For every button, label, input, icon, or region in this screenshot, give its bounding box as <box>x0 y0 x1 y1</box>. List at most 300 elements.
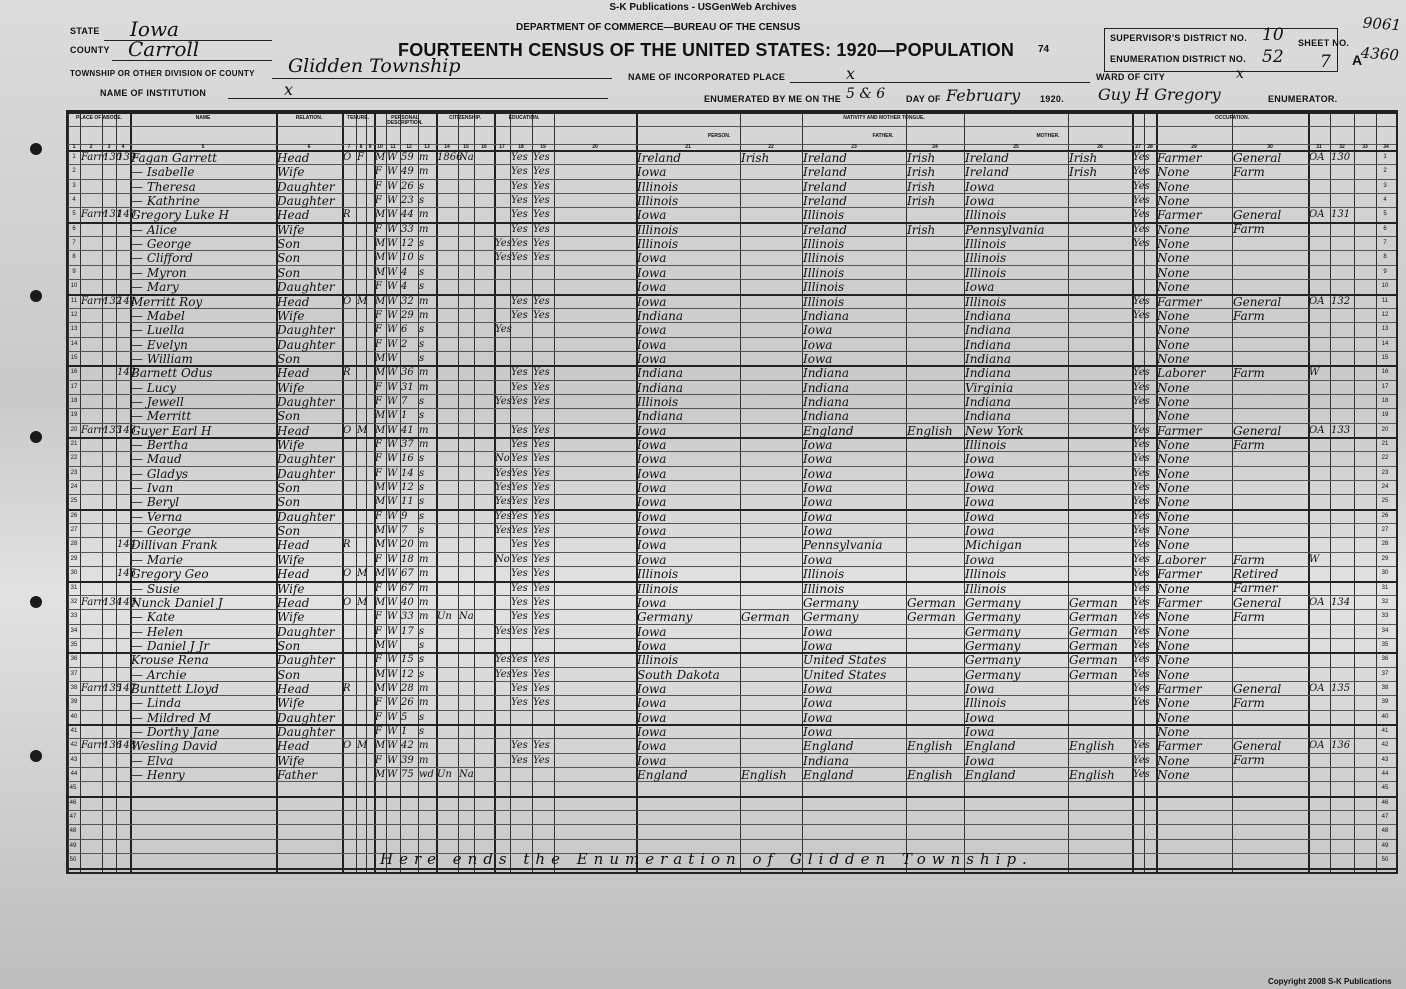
cell-age: 14 <box>401 467 414 479</box>
cell-n: 22 <box>70 455 78 462</box>
cell-own: R <box>343 367 351 379</box>
cell-eng: Yes <box>1133 611 1150 623</box>
cell-eng: Yes <box>1133 309 1150 321</box>
cell-occ: None <box>1157 165 1190 180</box>
column-rule <box>102 112 103 872</box>
cell-fam: 148 <box>117 740 137 752</box>
cell-pob: Illinois <box>637 653 679 668</box>
cell-eng: Yes <box>1133 625 1150 637</box>
cell-rel: Daughter <box>277 466 335 481</box>
column-rule <box>116 112 117 872</box>
cell-wr: Yes <box>533 740 550 752</box>
cell-rd: Yes <box>511 525 528 537</box>
cell-mpob: Michigan <box>965 538 1022 553</box>
cell-dw: 136 <box>103 740 123 752</box>
cell-age: 18 <box>401 553 414 565</box>
row-number-right: 23 <box>1381 469 1389 476</box>
cell-sex: M <box>375 252 386 264</box>
column-number: 33 <box>1362 144 1368 150</box>
cell-fpob: Germany <box>803 595 859 610</box>
cell-fam: 139 <box>117 152 137 163</box>
cell-sex: F <box>375 180 382 192</box>
cell-ms: m <box>419 611 429 623</box>
cell-wr: Yes <box>533 166 550 178</box>
cell-race: W <box>387 639 398 651</box>
cell-n: 37 <box>70 670 78 677</box>
row-number-right: 10 <box>1381 283 1389 290</box>
cell-wr: Yes <box>533 467 550 479</box>
cell-age: 33 <box>401 223 414 235</box>
cell-rd: Yes <box>511 553 528 565</box>
cell-rd: Yes <box>511 424 528 436</box>
cell-sex: F <box>375 324 382 336</box>
cell-c: 134 <box>1331 596 1351 608</box>
cell-occ: Farmer <box>1157 681 1202 696</box>
cell-wr: Yes <box>533 395 550 407</box>
cell-name: — Marie <box>131 552 183 567</box>
cell-n: 25 <box>70 498 78 505</box>
ward-value: x <box>1236 66 1244 82</box>
column-number: 29 <box>1191 144 1197 150</box>
empty-row-number: 50 <box>69 857 77 864</box>
cell-ms: m <box>419 754 429 766</box>
cell-occ: None <box>1157 509 1190 524</box>
cell-rd: Yes <box>511 754 528 766</box>
cell-wr: Yes <box>533 209 550 221</box>
cell-ms: wd <box>419 769 434 781</box>
cell-rd: Yes <box>511 223 528 235</box>
cell-rel: Wife <box>277 552 305 567</box>
cell-wr: Yes <box>533 525 550 537</box>
cell-name: Merritt Roy <box>131 294 203 309</box>
day-of-label: DAY OF <box>906 94 941 104</box>
binder-hole <box>30 290 42 302</box>
cell-imm: 1866 <box>437 152 463 163</box>
cell-pob: Iowa <box>637 466 667 481</box>
cell-wr: Yes <box>533 510 550 522</box>
cell-occ: None <box>1157 481 1190 496</box>
cell-name: — Kate <box>131 610 175 625</box>
cell-pob: Iowa <box>637 423 667 438</box>
cell-mpob: Iowa <box>965 753 995 768</box>
cell-ms: s <box>419 266 425 278</box>
cell-ms: s <box>419 482 425 494</box>
cell-fpob: Iowa <box>803 552 833 567</box>
row-number-right: 38 <box>1381 684 1389 691</box>
column-number: 2 <box>89 144 93 150</box>
cell-fpob: Germany <box>803 610 859 625</box>
cell-mpob: Iowa <box>965 179 995 194</box>
cell-occ: Farmer <box>1157 208 1202 223</box>
cell-fam: 147 <box>117 682 137 694</box>
column-rule <box>436 112 438 872</box>
cell-mpob: Ireland <box>965 151 1009 165</box>
cell-occ: None <box>1157 495 1190 510</box>
cell-wr: Yes <box>533 668 550 680</box>
cell-ind: General Farm <box>1233 208 1282 237</box>
cell-mpob: Indiana <box>965 394 1012 409</box>
cell-wr: Yes <box>533 238 550 250</box>
cell-rel: Son <box>277 495 301 510</box>
row-number-right: 16 <box>1381 369 1389 376</box>
cell-mpob: England <box>965 739 1016 754</box>
cell-farm: Farm <box>81 424 108 436</box>
cell-farm: Farm <box>81 596 108 608</box>
cell-race: W <box>387 252 398 264</box>
cell-pob: Iowa <box>637 165 667 180</box>
cell-occ: None <box>1157 265 1190 280</box>
cell-ms: m <box>419 223 429 235</box>
cell-age: 2 <box>401 338 408 350</box>
cell-mmt: Irish <box>1069 151 1098 165</box>
cell-pob: England <box>637 768 688 783</box>
cell-ms: s <box>419 352 425 364</box>
cell-fpob: Iowa <box>803 466 833 481</box>
cell-occ: None <box>1157 452 1190 467</box>
column-number: 22 <box>768 144 774 150</box>
cell-n: 7 <box>72 240 76 247</box>
cell-fmt: Irish <box>907 165 936 180</box>
row-number-right: 19 <box>1381 412 1389 419</box>
cell-name: — Bertha <box>131 438 189 452</box>
cell-rel: Daughter <box>277 509 335 524</box>
cell-ms: m <box>419 553 429 565</box>
row-number-right: 44 <box>1381 771 1389 778</box>
cell-race: W <box>387 769 398 781</box>
cell-n: 36 <box>70 656 78 663</box>
cell-name: — Lucy <box>131 380 177 395</box>
column-number: 18 <box>518 144 524 150</box>
cell-ms: s <box>419 281 425 293</box>
row-number-right: 17 <box>1381 383 1389 390</box>
cell-occ: Farmer <box>1157 151 1202 165</box>
nativity-subheader: PERSON. <box>707 133 731 139</box>
cell-sex: M <box>375 568 386 580</box>
cell-ms: s <box>419 395 425 407</box>
cell-mpob: Germany <box>965 624 1021 639</box>
cell-own: O <box>343 596 352 608</box>
cell-fpob: Ireland <box>803 165 847 180</box>
cell-cls: OA <box>1309 682 1325 694</box>
cell-ms: m <box>419 152 429 163</box>
column-rule <box>740 112 741 872</box>
cell-name: Fagan Garrett <box>131 151 218 165</box>
cell-rd: Yes <box>511 496 528 508</box>
cell-ms: m <box>419 309 429 321</box>
cell-name: — Luella <box>131 323 185 338</box>
nativity-subheader: FATHER. <box>872 133 894 139</box>
cell-race: W <box>387 266 398 278</box>
cell-eng: Yes <box>1133 639 1150 651</box>
cell-race: W <box>387 209 398 221</box>
month-value: February <box>946 86 1021 105</box>
cell-n: 44 <box>70 771 78 778</box>
cell-name: Guyer Earl H <box>131 423 212 438</box>
cell-fpob: Iowa <box>803 681 833 696</box>
cell-name: — William <box>131 351 193 366</box>
cell-race: W <box>387 510 398 522</box>
cell-fpob: Indiana <box>803 380 850 395</box>
cell-fpob: Iowa <box>803 481 833 496</box>
cell-race: W <box>387 582 398 594</box>
cell-fam: 146 <box>117 596 137 608</box>
cell-name: — Daniel J Jr <box>131 638 210 653</box>
column-number: 27 <box>1135 144 1141 150</box>
cell-fpob: Indiana <box>803 308 850 323</box>
census-title: FOURTEENTH CENSUS OF THE UNITED STATES: 1920—POPULATION <box>398 40 1015 60</box>
cell-sch: No <box>495 453 510 465</box>
cell-eng: Yes <box>1133 668 1150 680</box>
cell-n: 10 <box>70 283 78 290</box>
cell-mpob: Germany <box>965 653 1021 668</box>
cell-fpob: England <box>803 423 854 438</box>
cell-rel: Son <box>277 237 301 252</box>
cell-n: 26 <box>70 512 78 519</box>
cell-fpob: England <box>803 739 854 754</box>
cell-eng: Yes <box>1133 467 1150 479</box>
cell-own: O <box>343 568 352 580</box>
cell-fmt: German <box>907 610 956 625</box>
cell-sch: Yes <box>495 482 512 494</box>
cell-fmt: Irish <box>907 151 936 165</box>
cell-race: W <box>387 281 398 293</box>
cell-rd: Yes <box>511 510 528 522</box>
cell-nat: Na <box>459 152 474 163</box>
cell-pob: Iowa <box>637 280 667 295</box>
column-group-header: NATIVITY AND MOTHER TONGUE. <box>843 115 925 121</box>
column-rule <box>1330 112 1331 872</box>
cell-own: O <box>343 740 352 752</box>
cell-eng: Yes <box>1133 195 1150 207</box>
row-rule <box>68 839 1396 840</box>
cell-eng: Yes <box>1133 238 1150 250</box>
column-group-header: RELATION. <box>295 115 323 121</box>
cell-fpob: Iowa <box>803 337 833 352</box>
cell-pob: Iowa <box>637 452 667 467</box>
cell-fpob: Iowa <box>803 624 833 639</box>
cell-rel: Son <box>277 638 301 653</box>
cell-sex: F <box>375 381 382 393</box>
cell-sch: Yes <box>495 395 512 407</box>
cell-rel: Wife <box>277 438 305 452</box>
cell-race: W <box>387 539 398 551</box>
cell-age: 44 <box>401 209 414 221</box>
cell-eng: Yes <box>1133 496 1150 508</box>
binder-hole <box>30 750 42 762</box>
column-number: 23 <box>851 144 857 150</box>
cell-cls: W <box>1309 553 1320 565</box>
cell-mpob: Iowa <box>965 524 995 539</box>
cell-rd: Yes <box>511 152 528 163</box>
cell-sex: M <box>375 596 386 608</box>
cell-sex: M <box>375 152 386 163</box>
cell-sex: M <box>375 682 386 694</box>
row-number-right: 9 <box>1383 268 1387 275</box>
row-number-right: 20 <box>1381 426 1389 433</box>
cell-race: W <box>387 682 398 694</box>
cell-sex: M <box>375 769 386 781</box>
year-label: 1920. <box>1040 94 1065 104</box>
cell-c: 130 <box>1331 152 1351 163</box>
cell-ms: s <box>419 625 425 637</box>
cell-mpob: Germany <box>965 667 1021 682</box>
row-number-right: 21 <box>1381 441 1389 447</box>
cell-pob: Indiana <box>637 380 684 395</box>
cell-sex: M <box>375 266 386 278</box>
cell-pob: Illinois <box>637 567 679 582</box>
cell-farm: Farm <box>81 209 108 221</box>
cell-n: 33 <box>70 613 78 620</box>
cell-mpob: Indiana <box>965 308 1012 323</box>
row-rule <box>68 824 1396 825</box>
cell-sex: F <box>375 309 382 321</box>
cell-ms: m <box>419 295 429 307</box>
cell-age: 67 <box>401 568 414 580</box>
cell-race: W <box>387 668 398 680</box>
cell-rel: Daughter <box>277 725 335 739</box>
cell-occ: None <box>1157 466 1190 481</box>
cell-wr: Yes <box>533 439 550 450</box>
cell-pob: Indiana <box>637 409 684 424</box>
cell-fmt: Irish <box>907 194 936 209</box>
cell-occ: None <box>1157 280 1190 295</box>
enumerator-label: ENUMERATOR. <box>1268 94 1338 104</box>
cell-name: — Clifford <box>131 251 193 266</box>
column-rule <box>1354 112 1355 872</box>
cell-eng: Yes <box>1133 381 1150 393</box>
cell-n: 4 <box>72 197 76 204</box>
cell-rel: Daughter <box>277 194 335 209</box>
cell-eng: Yes <box>1133 453 1150 465</box>
sheet-value: 7 <box>1320 52 1331 72</box>
cell-n: 35 <box>70 641 78 648</box>
cell-occ: None <box>1157 179 1190 194</box>
cell-fpob: Illinois <box>803 280 845 295</box>
cell-fpob: Iowa <box>803 710 833 725</box>
cell-mpob: Germany <box>965 638 1021 653</box>
cell-rd: Yes <box>511 568 528 580</box>
cell-race: W <box>387 410 398 422</box>
cell-occ: None <box>1157 653 1190 668</box>
cell-eng: Yes <box>1133 223 1150 235</box>
cell-race: W <box>387 568 398 580</box>
row-number-right: 28 <box>1381 541 1389 548</box>
cell-name: — Henry <box>131 768 185 783</box>
row-number-right: 30 <box>1381 570 1389 577</box>
cell-race: W <box>387 309 398 321</box>
cell-rel: Head <box>277 423 310 438</box>
cell-occ: None <box>1157 409 1190 424</box>
cell-eng: Yes <box>1133 525 1150 537</box>
cell-eng: Yes <box>1133 740 1150 752</box>
column-number: 24 <box>932 144 938 150</box>
cell-fm: M <box>357 568 368 580</box>
cell-age: 75 <box>401 769 414 781</box>
row-number-right: 35 <box>1381 641 1389 648</box>
cell-occ: None <box>1157 667 1190 682</box>
cell-ms: s <box>419 639 425 651</box>
cell-fpob: Iowa <box>803 438 833 452</box>
cell-wr: Yes <box>533 180 550 192</box>
column-rule <box>366 112 367 872</box>
cell-race: W <box>387 611 398 623</box>
column-number: 14 <box>444 144 450 150</box>
cell-sex: F <box>375 281 382 293</box>
cell-pob: Iowa <box>637 323 667 338</box>
cell-name: — Evelyn <box>131 337 188 352</box>
cell-age: 42 <box>401 740 414 752</box>
cell-race: W <box>387 166 398 178</box>
cell-wr: Yes <box>533 754 550 766</box>
cell-cls: OA <box>1309 596 1325 608</box>
cell-age: 23 <box>401 195 414 207</box>
cell-occ: None <box>1157 753 1190 768</box>
cell-rd: Yes <box>511 467 528 479</box>
cell-fpob: United States <box>803 653 887 668</box>
cell-pob: Illinois <box>637 394 679 409</box>
enumeration-value: 52 <box>1262 47 1284 67</box>
cell-pob: Iowa <box>637 624 667 639</box>
cell-rel: Daughter <box>277 337 335 352</box>
cell-sch: Yes <box>495 467 512 479</box>
cell-sex: F <box>375 166 382 178</box>
cell-mpob: England <box>965 768 1016 783</box>
cell-mpob: Virginia <box>965 380 1014 395</box>
cell-occ: None <box>1157 394 1190 409</box>
cell-rel: Wife <box>277 610 305 625</box>
cell-own: R <box>343 539 351 551</box>
column-number: 1 <box>72 144 76 150</box>
cell-sex: F <box>375 439 382 450</box>
cell-race: W <box>387 726 398 737</box>
cell-dw: 133 <box>103 424 123 436</box>
cell-mt: German <box>741 610 790 625</box>
sheet-label: SHEET NO. <box>1298 38 1350 48</box>
cell-fpob: Ireland <box>803 194 847 209</box>
cell-n: 19 <box>70 412 78 419</box>
column-number: 34 <box>1383 144 1389 150</box>
cell-occ: Farmer <box>1157 739 1202 754</box>
cell-rd: Yes <box>511 611 528 623</box>
cell-ms: m <box>419 166 429 178</box>
cell-sex: M <box>375 352 386 364</box>
cell-pob: Iowa <box>637 351 667 366</box>
cell-occ: None <box>1157 351 1190 366</box>
cell-mmt: English <box>1069 739 1115 754</box>
cell-wr: Yes <box>533 367 550 379</box>
cell-ms: m <box>419 424 429 436</box>
cell-ind: Farm <box>1233 366 1265 381</box>
cell-mmt: English <box>1069 768 1115 783</box>
cell-ms: s <box>419 324 425 336</box>
row-number-right: 34 <box>1381 627 1389 634</box>
cell-n: 2 <box>72 168 76 175</box>
cell-age: 5 <box>401 711 408 723</box>
cell-mpob: Iowa <box>965 466 995 481</box>
empty-row-number: 48 <box>1381 828 1389 835</box>
cell-eng: Yes <box>1133 209 1150 221</box>
cell-pob: Iowa <box>637 251 667 266</box>
cell-occ: None <box>1157 638 1190 653</box>
row-number-right: 43 <box>1381 756 1389 763</box>
cell-sex: F <box>375 625 382 637</box>
cell-dw: 134 <box>103 596 123 608</box>
empty-row-number: 50 <box>1381 857 1389 864</box>
cell-ms: m <box>419 682 429 694</box>
binder-hole <box>30 431 42 443</box>
cell-mpob: Illinois <box>965 294 1007 309</box>
column-rule <box>1376 112 1377 872</box>
